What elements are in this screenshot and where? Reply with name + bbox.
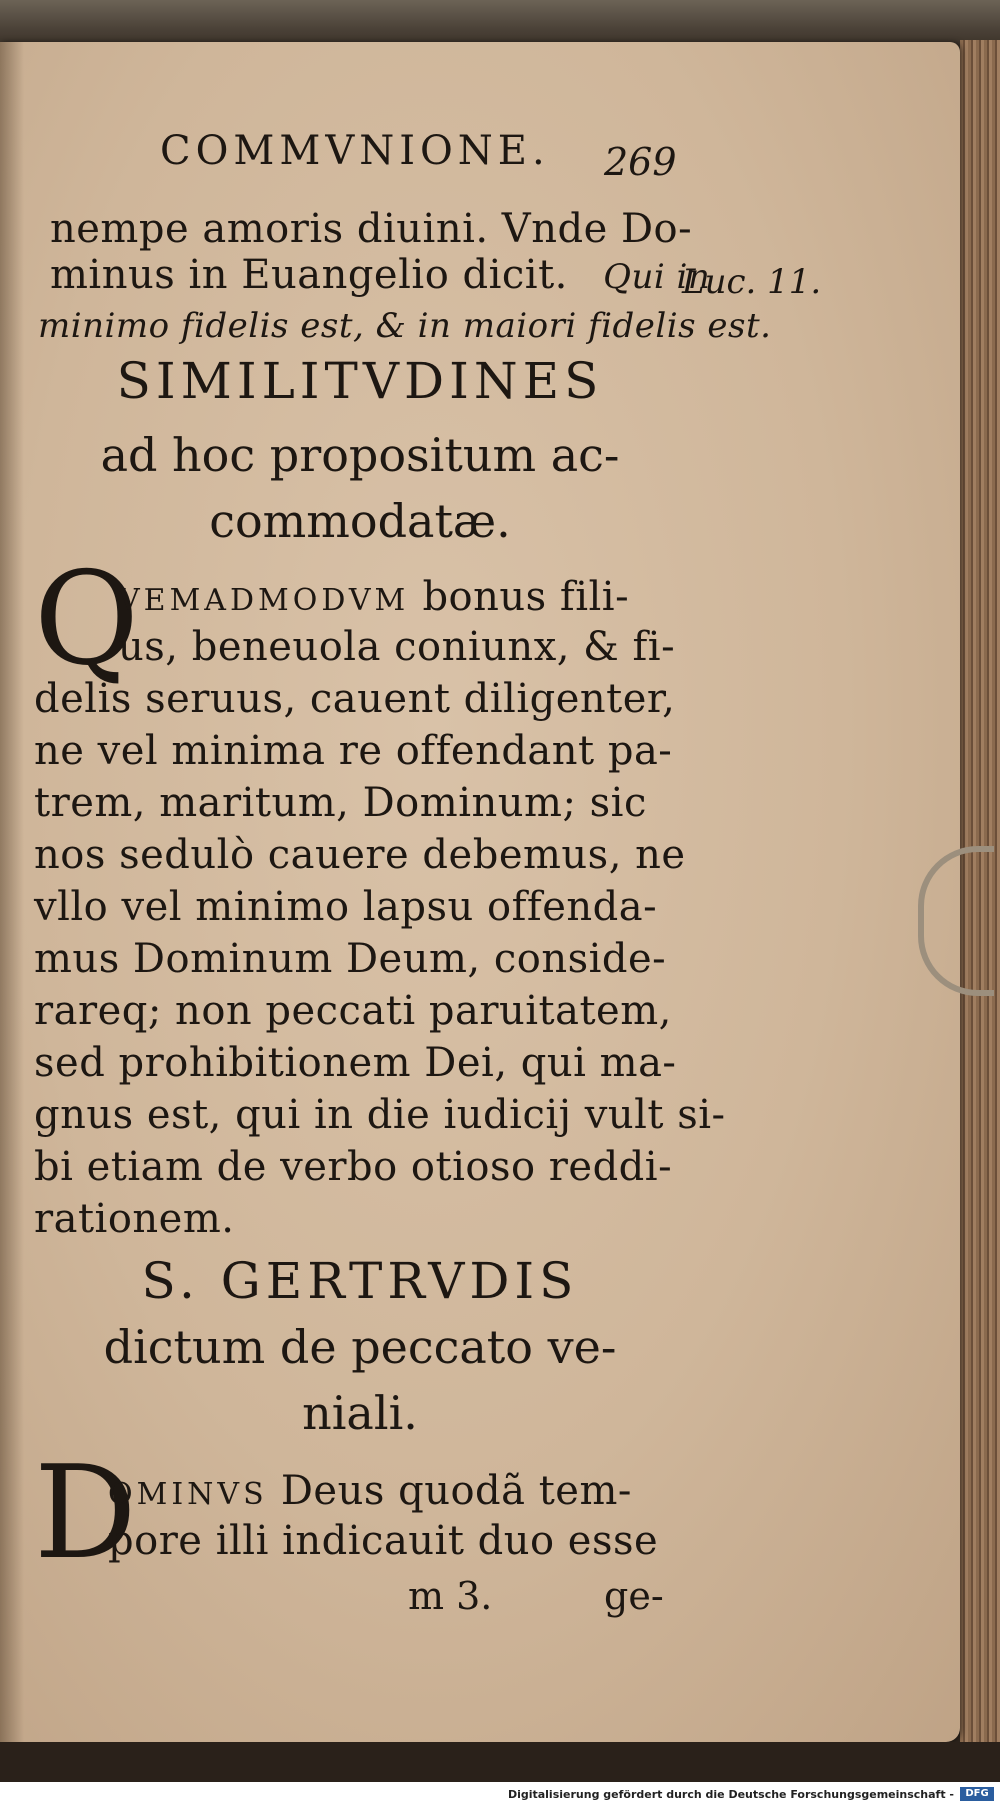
heading-similitudines: SIMILITVDINES <box>116 352 604 410</box>
quote-line: minimo fidelis est, & in maiori fidelis est. <box>38 306 772 346</box>
small-caps-word: OMINVS <box>108 1477 268 1512</box>
running-head: COMMVNIONE. <box>160 128 550 174</box>
text-line: gnus est, qui in die iudicij vult si- <box>34 1092 726 1138</box>
text-line: ne vel minima re offendant pa- <box>34 728 673 774</box>
catchword: ge- <box>604 1574 664 1618</box>
drop-cap: D <box>34 1439 137 1588</box>
digitization-footer <box>0 1782 1000 1806</box>
text-line: nempe amoris diuini. Vnde Do- <box>50 206 693 252</box>
scan-bottom-edge <box>0 1742 1000 1782</box>
text-line: sed prohibitionem Dei, qui ma- <box>34 1040 677 1086</box>
heading-gertrudis: S. GERTRVDIS <box>141 1252 579 1310</box>
text-line: trem, maritum, Dominum; sic <box>34 780 647 826</box>
small-caps-word: VEMADMODVM <box>118 583 410 618</box>
heading-line: niali. <box>302 1386 418 1440</box>
dfg-logo-icon: DFG <box>960 1787 994 1801</box>
text-line-part: minus in Euangelio dicit. <box>50 252 568 298</box>
page-number: 269 <box>604 140 677 184</box>
heading-line: dictum de peccato ve- <box>103 1320 617 1374</box>
heading-line: commodatæ. <box>209 494 511 548</box>
gutter-shadow <box>0 42 24 1742</box>
signature-mark: m 3. <box>408 1574 493 1618</box>
text-line: bi etiam de verbo otioso reddi- <box>34 1144 673 1190</box>
text-line: pore illi indicauit duo esse <box>108 1518 659 1564</box>
footer-credit: Digitalisierung gefördert durch die Deutsche Forschungsgemeinschaft - <box>507 1788 954 1801</box>
book-top-edge <box>0 0 1000 48</box>
drop-cap: Q <box>34 545 139 694</box>
text-line: us, beneuola coniunx, & fi- <box>118 624 676 670</box>
text-line <box>108 1468 632 1514</box>
text-line-part: bonus fili- <box>422 574 630 620</box>
heading-line: ad hoc propositum ac- <box>100 428 620 482</box>
text-line: nos sedulò cauere debemus, ne <box>34 832 686 878</box>
text-line: mus Dominum Deum, conside- <box>34 936 667 982</box>
margin-note: Luc. 11. <box>682 262 822 302</box>
text-line <box>50 252 710 298</box>
text-line-part: Deus quodã tem- <box>280 1468 632 1514</box>
text-line: rareq; non peccati paruitatem, <box>34 988 672 1034</box>
text-line: rationem. <box>34 1196 235 1242</box>
text-line <box>118 574 629 620</box>
text-line: delis seruus, cauent diligenter, <box>34 676 676 722</box>
text-line: vllo vel minimo lapsu offenda- <box>34 884 658 930</box>
quote-start: Qui in <box>603 257 711 297</box>
